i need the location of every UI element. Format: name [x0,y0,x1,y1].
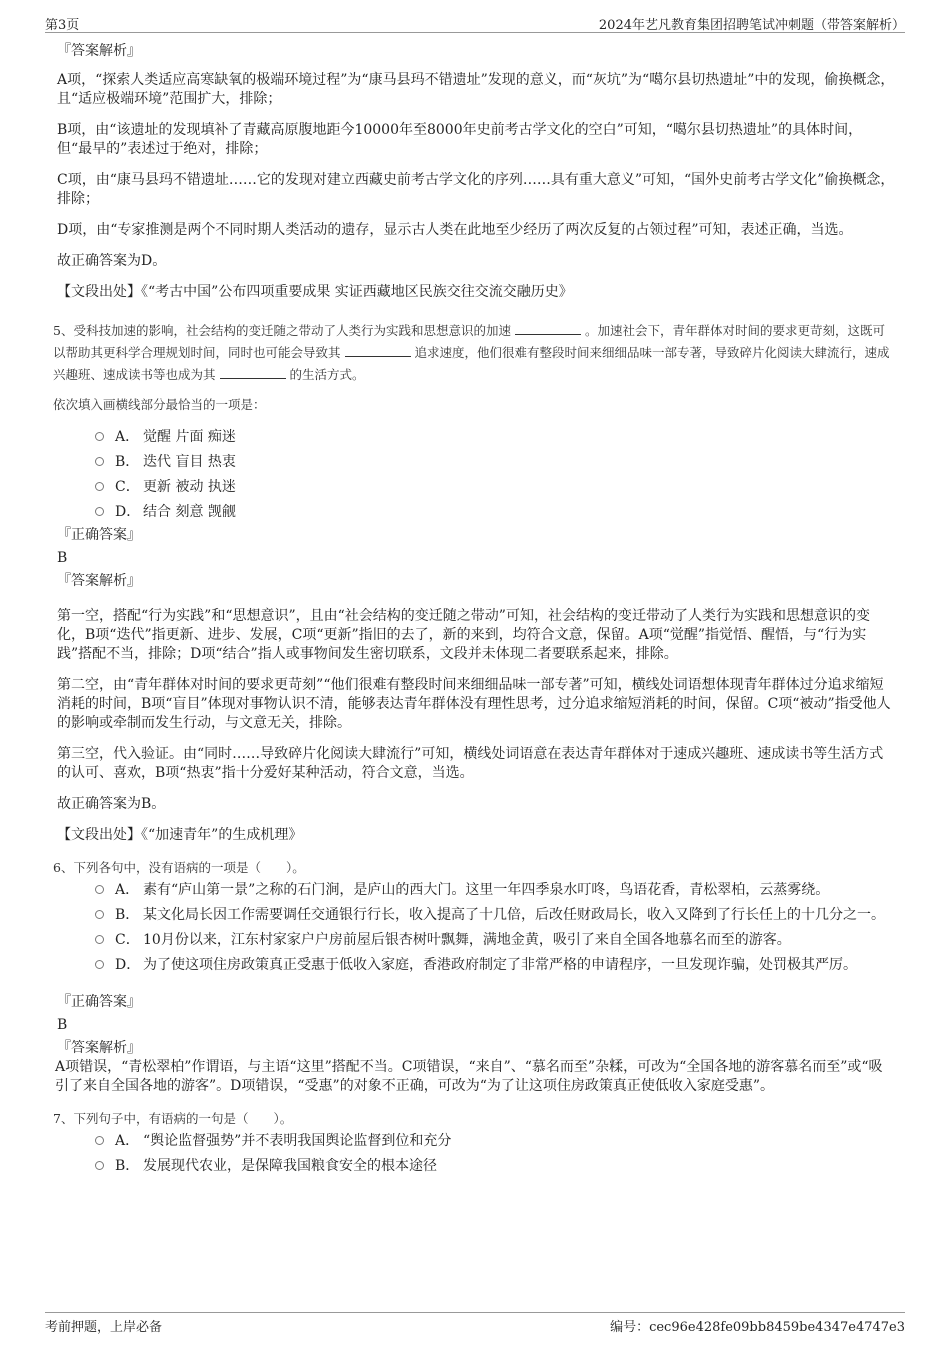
option-text: 10月份以来，江东村家家户户房前屋后银杏树叶飘舞，满地金黄，吸引了来自全国各地慕名而至的游客。 [143,932,791,948]
option-key: B． [115,1158,140,1174]
q5-conclusion: 故正确答案为B。 [57,796,166,812]
option-text: 某文化局长因工作需要调任交通银行行长，收入提高了十几倍，后改任财政局长，收入又降到了行长任上的十几分之一。 [143,907,885,923]
main-content [53,42,895,1180]
q6-option-a[interactable] [95,879,895,901]
q5-analysis-label: 『答案解析』 [57,573,141,589]
option-key: A． [115,882,140,898]
q5-stem-part-4: 的生活方式。 [289,367,365,382]
q6-answer: B [57,1017,68,1033]
q5-analysis-1: 第一空，搭配“行为实践”和“思想意识”，且由“社会结构的变迁随之带动”可知，社会结构的变迁带动了人类行为实践和思想意识的变化，B项“迭代”指更新、进步、发展，C项“更新”指旧的去了，新的来到，均符合文意，保留。A项“觉醒”指觉悟、醒悟，与“行为实践”搭配不当，排除；D项“结合”指人或事物间发生密切联系，文段并未体现二者要联系起来，排除。 [57,608,870,662]
option-text: 更新 被动 执迷 [143,479,236,495]
radio-icon[interactable] [95,960,104,969]
option-text: 发展现代农业，是保障我国粮食安全的根本途径 [143,1158,437,1174]
option-key: A． [115,1133,140,1149]
q6-stem: 6、下列各句中，没有语病的一项是（ ）。 [53,860,305,875]
q5-blank-2 [345,344,411,357]
q4-analysis-b: B项，由“该遗址的发现填补了青藏高原腹地距今10000年至8000年史前考古学文化的空白”可知，“噶尔县切热遗址”的具体时间，但“最早的”表述过于绝对，排除； [57,122,863,157]
q5-option-b[interactable] [95,451,895,473]
option-key: D． [115,504,141,520]
option-key: C． [115,479,140,495]
radio-icon[interactable] [95,910,104,919]
radio-icon[interactable] [95,1136,104,1145]
q6-analysis-label: 『答案解析』 [57,1040,141,1056]
q5-stem-part-2: 。加速社会下，青年群体对时间的要求更苛刻，这既可以帮助其更科学合理规划时间，同时也可能会导致其 [53,323,885,360]
option-text: 结合 刻意 觊觎 [143,504,236,520]
q5-blank-3 [220,366,286,379]
q5-stem-part-1: 5、受科技加速的影响，社会结构的变迁随之带动了人类行为实践和思想意识的加速 [53,323,511,338]
footer-slogan: 考前押题，上岸必备 [45,1320,163,1335]
q4-analysis-d: D项，由“专家推测是两个不同时期人类活动的遗存，显示古人类在此地至少经历了两次反复的占领过程”可知，表述正确，当选。 [57,222,853,238]
radio-icon[interactable] [95,507,104,516]
page-footer [45,1312,905,1337]
option-text: “舆论监督强势”并不表明我国舆论监督到位和充分 [143,1133,452,1149]
page-number: 第3页 [45,18,80,33]
q5-analysis-3: 第三空，代入验证。由“同时……导致碎片化阅读大肆流行”可知，横线处词语意在表达青年群体对于速成兴趣班、速成读书等生活方式的认可、喜欢，B项“热衷”指十分爱好某种活动，符合文意，当选。 [57,746,884,781]
q5-prompt: 依次填入画横线部分最恰当的一项是： [53,397,266,412]
option-text: 素有“庐山第一景”之称的石门涧，是庐山的西大门。这里一年四季泉水叮咚，鸟语花香，青松翠柏，云蒸雾绕。 [143,882,830,898]
q5-source: 【文段出处】《“加速青年”的生成机理》 [57,827,303,843]
document-title: 2024年艺凡教育集团招聘笔试冲刺题（带答案解析） [598,18,905,33]
option-text: 迭代 盲目 热衷 [143,454,236,470]
q5-stem [53,320,895,386]
q5-analysis-2: 第二空，由“青年群体对时间的要求更苛刻”“他们很难有整段时间来细细品味一部专著”可知，横线处词语想体现青年群体过分追求缩短消耗的时间，B项“盲目”体现对事物认识不清，能够表达青年群体没有理性思考，过分追求缩短消耗的时间，保留。C项“被动”指受他人的影响或牵制而发生行动，与文意无关，排除。 [57,677,891,731]
radio-icon[interactable] [95,482,104,491]
option-text: 为了使这项住房政策真正受惠于低收入家庭，香港政府制定了非常严格的申请程序，一旦发现诈骗，处罚极其严厉。 [143,957,857,973]
q6-answer-label: 『正确答案』 [57,994,141,1010]
radio-icon[interactable] [95,1161,104,1170]
option-key: B． [115,454,140,470]
radio-icon[interactable] [95,457,104,466]
q6-option-d[interactable] [95,954,895,976]
q7-option-a[interactable] [95,1130,895,1152]
q5-answer-label: 『正确答案』 [57,527,141,543]
q6-option-b[interactable] [95,904,895,926]
option-key: C． [115,932,140,948]
q4-conclusion: 故正确答案为D。 [57,253,167,269]
q4-analysis-c: C项，由“康马县玛不错遗址……它的发现对建立西藏史前考古学文化的序列……具有重大意义”可知，“国外史前考古学文化”偷换概念，排除； [57,172,895,207]
q6-option-c[interactable] [95,929,895,951]
q7-option-b[interactable] [95,1155,895,1177]
document-id: 编号：cec96e428fe09bb8459be4347e4747e3 [610,1320,905,1335]
option-key: D． [115,957,141,973]
option-key: B． [115,907,140,923]
page-header [45,12,905,33]
radio-icon[interactable] [95,432,104,441]
q5-option-d[interactable] [95,501,895,523]
q7-stem: 7、下列句子中，有语病的一句是（ ）。 [53,1111,293,1126]
q4-analysis-label: 『答案解析』 [57,43,141,59]
q5-stem-part-3: 追求速度，他们很难有整段时间来细细品味一部专著，导致碎片化阅读大肆流行，速成兴趣班、速成读书等也成为其 [53,345,890,382]
option-key: A． [115,429,140,445]
q4-analysis-a: A项，“探索人类适应高寒缺氧的极端环境过程”为“康马县玛不错遗址”发现的意义，而“灰坑”为“噶尔县切热遗址”中的发现，偷换概念，且“适应极端环境”范围扩大，排除； [57,72,895,107]
q5-answer: B [57,550,68,566]
q5-option-c[interactable] [95,476,895,498]
radio-icon[interactable] [95,935,104,944]
radio-icon[interactable] [95,885,104,894]
q4-source: 【文段出处】《“考古中国”公布四项重要成果 实证西藏地区民族交往交流交融历史》 [57,284,573,300]
q5-option-a[interactable] [95,426,895,448]
q6-analysis: A项错误，“青松翠柏”作谓语，与主语“这里”搭配不当。C项错误，“来自”、“慕名而至”杂糅，可改为“全国各地的游客慕名而至”或“吸引了来自全国各地的游客”。D项错误，“受惠”的对象不正确，可改为“为了让这项住房政策真正使低收入家庭受惠”。 [55,1059,883,1094]
option-text: 觉醒 片面 痴迷 [143,429,236,445]
q5-blank-1 [515,322,581,335]
